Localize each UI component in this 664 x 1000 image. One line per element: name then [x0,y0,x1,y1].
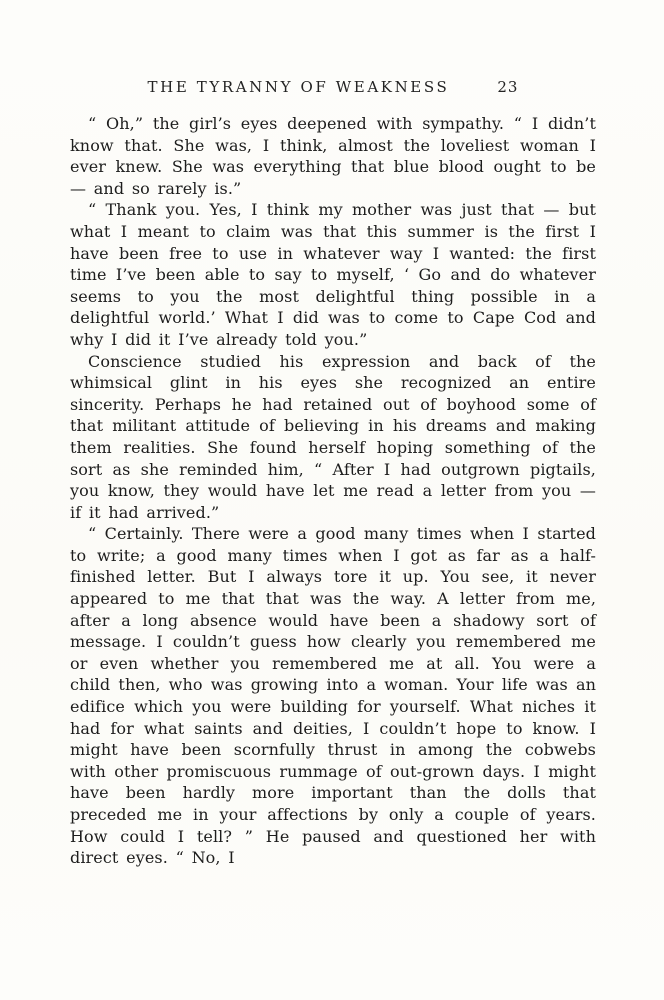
running-header [70,78,596,96]
paragraph-3: Conscience studied his expression and back of the whimsical glint in his eyes she recognized an entire sincerity. Perhaps he had retained out of boyhood some of that militant attitude of believing in his dreams and making them realities. She found herself hoping something of the sort as she reminded him, “ After I had outgrown pigtails, you know, they would have let me read a letter from you — if it had arrived.” [70,351,596,522]
paragraph-2: “ Thank you. Yes, I think my mother was just that — but what I meant to claim was that this summer is the first I have been free to use in whatever way I wanted: the first time I’ve been able to say to myself, ‘ Go and do whatever seems to you the most delightful thing possible in a delightful world.’ What I did was to come to Cape Cod and why I did it I’ve already told you.” [70,200,596,349]
paragraph-1: “ Oh,” the girl’s eyes deepened with sympathy. “ I didn’t know that. She was, I think, almost the loveliest woman I ever knew. She was everything that blue blood ought to be — and so rarely is.” [70,114,596,198]
paragraph-4: “ Certainly. There were a good many times when I started to write; a good many times when I got as far as a half-finished letter. But I always tore it up. You see, it never appeared to me that that was the way. A letter from me, after a long absence would have been a shadowy sort of message. I couldn’t guess how clearly you remembered me or even whether you remembered me at all. You were a child then, who was growing into a woman. Your life was an edifice which you were building for yourself. What niches it had for what saints and deities, I couldn’t hope to know. I might have been scornfully thrust in among the cobwebs with other promiscuous rummage of out-grown days. I might have been hardly more important than the dolls that preceded me in your affections by only a couple of years. How could I tell? ” He paused and questioned her with direct eyes. “ No, I [70,524,596,868]
page-number: 23 [497,78,519,96]
running-header-title: THE TYRANNY OF WEAKNESS [147,78,450,96]
page-body [70,113,596,869]
